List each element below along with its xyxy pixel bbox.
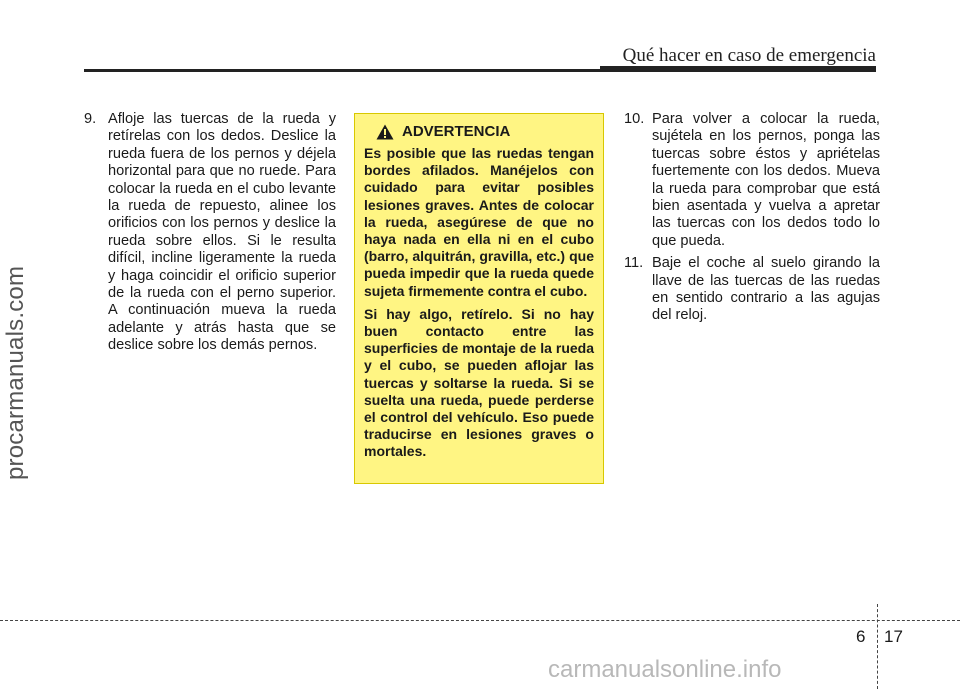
left-column: [84, 111, 336, 360]
warning-paragraph: Si hay algo, retírelo. Si no hay buen contacto entre las superficies de montaje de la rueda y el cubo, se pueden aflojar las tuercas y soltarse la rueda. Si se suelta una rueda, puede perderse el control del vehículo. Eso puede traducirse en lesiones graves o mortales.: [364, 305, 594, 460]
step-number: 11.: [624, 255, 644, 272]
footer-divider: [877, 604, 878, 689]
step-number: 10.: [624, 111, 645, 127]
right-column: [624, 111, 880, 330]
warning-header: [364, 123, 594, 140]
page-section-number: 6: [856, 627, 866, 646]
step-10: [624, 111, 880, 250]
step-text: Para volver a colocar la rueda, sujétela en los pernos, ponga las tuercas sobre éstos y apriételas fuertemente con los dedos. Mueva la rueda para comprobar que está bien asentada y vuelva a apretar las tuercas con los dedos todo lo que pueda.: [652, 111, 880, 249]
step-number: 9.: [84, 111, 97, 127]
step-11: [624, 255, 880, 325]
warning-paragraph: Es posible que las ruedas tengan bordes afilados. Manéjelos con cuidado para evitar posibles lesiones graves. Antes de colocar la rueda, asegúrese de que no haya nada en ella ni en el cubo (barro, alquitrán, gravilla, etc.) que pueda impedir que la rueda quede sujeta firmemente contra el cubo.: [364, 145, 594, 299]
step-text: Baje el coche al suelo girando la llave de las tuercas de las ruedas en sentido contrario a las agujas del reloj.: [652, 255, 880, 324]
page-number: 17: [884, 627, 903, 646]
step-9: [84, 111, 336, 355]
footer-rule: [0, 620, 960, 621]
warning-title: ADVERTENCIA: [402, 123, 511, 140]
warning-box: [354, 113, 604, 484]
side-watermark[interactable]: procarmanuals.com: [2, 265, 29, 480]
warning-triangle-icon: [376, 124, 394, 140]
header-section-title: Qué hacer en caso de emergencia: [622, 45, 876, 66]
step-text: Afloje las tuercas de la rueda y retírelas con los dedos. Deslice la rueda fuera de los pernos y déjela horizontal para que no ruede. Para colocar la rueda en el cubo levante la rueda de repuesto, alinee los orificios con los pernos y deslice la rueda sobre ellos. Si le resulta difícil, incline ligeramente la rueda y haga coincidir el orificio superior de la rueda con el perno superior. A continuación mueva la rueda adelante y atrás hasta que se deslice sobre los demás pernos.: [108, 111, 336, 354]
header-rule-thick: [600, 66, 876, 72]
bottom-watermark[interactable]: carmanualsonline.info: [548, 656, 782, 683]
